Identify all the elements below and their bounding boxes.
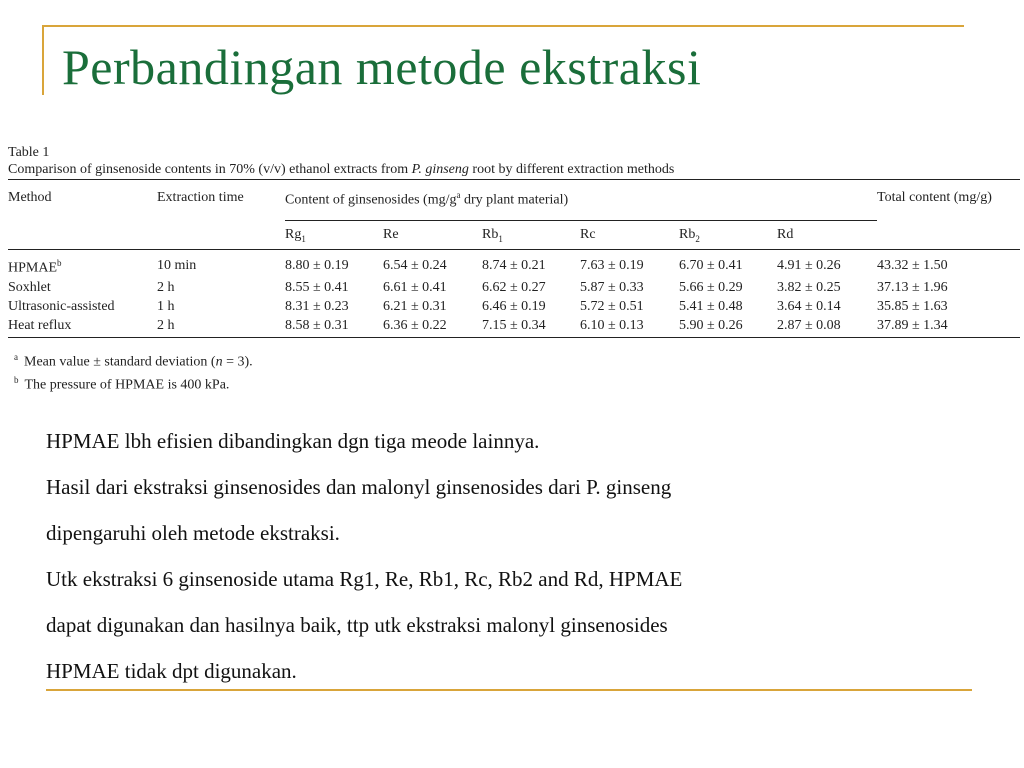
text-fragment: Rg: [285, 226, 302, 242]
text-fragment: Mean value ± standard deviation (: [24, 354, 216, 370]
caption-text-post: root by different extraction methods: [468, 162, 675, 177]
cell-rb2: 6.70 ± 0.41: [679, 258, 743, 274]
slide-title: Perbandingan metode ekstraksi: [62, 39, 702, 95]
table-row: [8, 297, 1020, 316]
cell-rc: 6.10 ± 0.13: [580, 316, 679, 338]
cell-method: [8, 278, 157, 297]
cell-total: 35.85 ± 1.63: [877, 298, 948, 314]
body-line: HPMAE tidak dpt digunakan.: [46, 659, 297, 683]
bottom-accent-line: [46, 689, 972, 691]
caption-species: P. ginseng: [411, 162, 469, 177]
cell-method: [8, 316, 157, 338]
title-accent-top-line: [42, 25, 964, 27]
cell-rb2: 5.66 ± 0.29: [679, 279, 743, 295]
table-figure: [8, 144, 1020, 395]
cell-rd: 3.82 ± 0.25: [777, 279, 841, 295]
body-line: HPMAE lbh efisien dibandingkan dgn tiga meode lainnya.: [46, 429, 540, 453]
footnote: [14, 348, 1020, 372]
cell-rb1: 8.74 ± 0.21: [482, 258, 546, 274]
body-line: Utk ekstraksi 6 ginsenoside utama Rg1, Re, Rb1, Rc, Rb2 and Rd, HPMAE: [46, 567, 683, 591]
table-footnotes: [8, 348, 1020, 395]
header-extraction-time: Extraction time: [157, 190, 244, 205]
cell-method: [8, 250, 157, 278]
header-rb1: [482, 221, 580, 250]
caption-text-pre: Comparison of ginsenoside contents in 70% (v/v) ethanol extracts from: [8, 162, 412, 177]
text-fragment: Heat reflux: [8, 317, 72, 333]
table-header-row: [8, 180, 1020, 221]
text-fragment: Rd: [777, 227, 794, 242]
cell-re: 6.36 ± 0.22: [383, 316, 482, 338]
cell-rg1: 8.55 ± 0.41: [285, 279, 349, 295]
cell-time: 1 h: [157, 298, 175, 314]
text-fragment: Ultrasonic-assisted: [8, 298, 115, 314]
text-fragment: The pressure of HPMAE is 400 kPa.: [24, 377, 230, 393]
header-re: [383, 221, 482, 250]
table-row: [8, 316, 1020, 338]
body-line: dapat digunakan dan hasilnya baik, ttp utk ekstraksi malonyl ginsenosides: [46, 613, 668, 637]
cell-rc: 5.72 ± 0.51: [580, 298, 644, 314]
footnote: [14, 371, 1020, 395]
text-fragment: 2: [695, 233, 700, 244]
cell-rb2: 5.41 ± 0.48: [679, 298, 743, 314]
cell-rb2: 5.90 ± 0.26: [679, 316, 777, 338]
text-fragment: 1: [301, 233, 306, 244]
text-fragment: n: [215, 354, 223, 370]
text-fragment: Re: [383, 227, 399, 242]
text-fragment: Rc: [580, 227, 596, 242]
header-total: Total content (mg/g): [877, 190, 992, 205]
cell-rd: 2.87 ± 0.08: [777, 316, 877, 338]
header-content-group: [285, 180, 877, 221]
cell-time: 10 min: [157, 258, 197, 274]
body-line: dipengaruhi oleh metode ekstraksi.: [46, 521, 340, 545]
header-rb2: [679, 221, 777, 250]
table-row: [8, 278, 1020, 297]
header-method: Method: [8, 190, 52, 205]
cell-total: 37.89 ± 1.34: [877, 316, 1020, 338]
header-rg1: [285, 221, 383, 250]
cell-total: 43.32 ± 1.50: [877, 258, 948, 274]
cell-method: [8, 297, 157, 316]
cell-re: 6.54 ± 0.24: [383, 258, 447, 274]
cell-rb1: 6.46 ± 0.19: [482, 298, 546, 314]
header-content-tail: dry plant material): [460, 192, 569, 208]
slide-body-text: [46, 418, 946, 694]
cell-rg1: 8.58 ± 0.31: [285, 316, 383, 338]
cell-rg1: 8.31 ± 0.23: [285, 298, 349, 314]
ginsenoside-table: [8, 179, 1020, 338]
cell-re: 6.61 ± 0.41: [383, 279, 447, 295]
text-fragment: Soxhlet: [8, 279, 51, 295]
header-content-sup: a: [456, 190, 461, 200]
table-row: [8, 250, 1020, 278]
cell-rc: 7.63 ± 0.19: [580, 258, 644, 274]
header-rc: [580, 221, 679, 250]
text-fragment: b: [57, 258, 62, 268]
title-accent-vertical-line: [42, 25, 44, 95]
cell-rd: 3.64 ± 0.14: [777, 298, 841, 314]
footnote-mark: a: [14, 351, 18, 362]
text-fragment: Rb: [482, 226, 499, 242]
header-content-text: Content of ginsenosides (mg/g: [285, 192, 457, 208]
table-caption: [8, 161, 1020, 178]
text-fragment: Rb: [679, 226, 696, 242]
text-fragment: 1: [498, 233, 503, 244]
header-rd: [777, 221, 877, 250]
table-label: Table 1: [8, 145, 50, 160]
text-fragment: = 3).: [222, 354, 253, 370]
cell-rb1: 7.15 ± 0.34: [482, 316, 580, 338]
cell-rd: 4.91 ± 0.26: [777, 258, 841, 274]
cell-time: 2 h: [157, 316, 285, 338]
cell-rg1: 8.80 ± 0.19: [285, 258, 349, 274]
footnote-mark: b: [14, 375, 19, 386]
body-line: Hasil dari ekstraksi ginsenosides dan malonyl ginsenosides dari P. ginseng: [46, 475, 672, 499]
cell-time: 2 h: [157, 279, 175, 295]
cell-rc: 5.87 ± 0.33: [580, 279, 644, 295]
cell-total: 37.13 ± 1.96: [877, 279, 948, 295]
text-fragment: HPMAE: [8, 260, 58, 276]
cell-rb1: 6.62 ± 0.27: [482, 279, 546, 295]
cell-re: 6.21 ± 0.31: [383, 298, 447, 314]
